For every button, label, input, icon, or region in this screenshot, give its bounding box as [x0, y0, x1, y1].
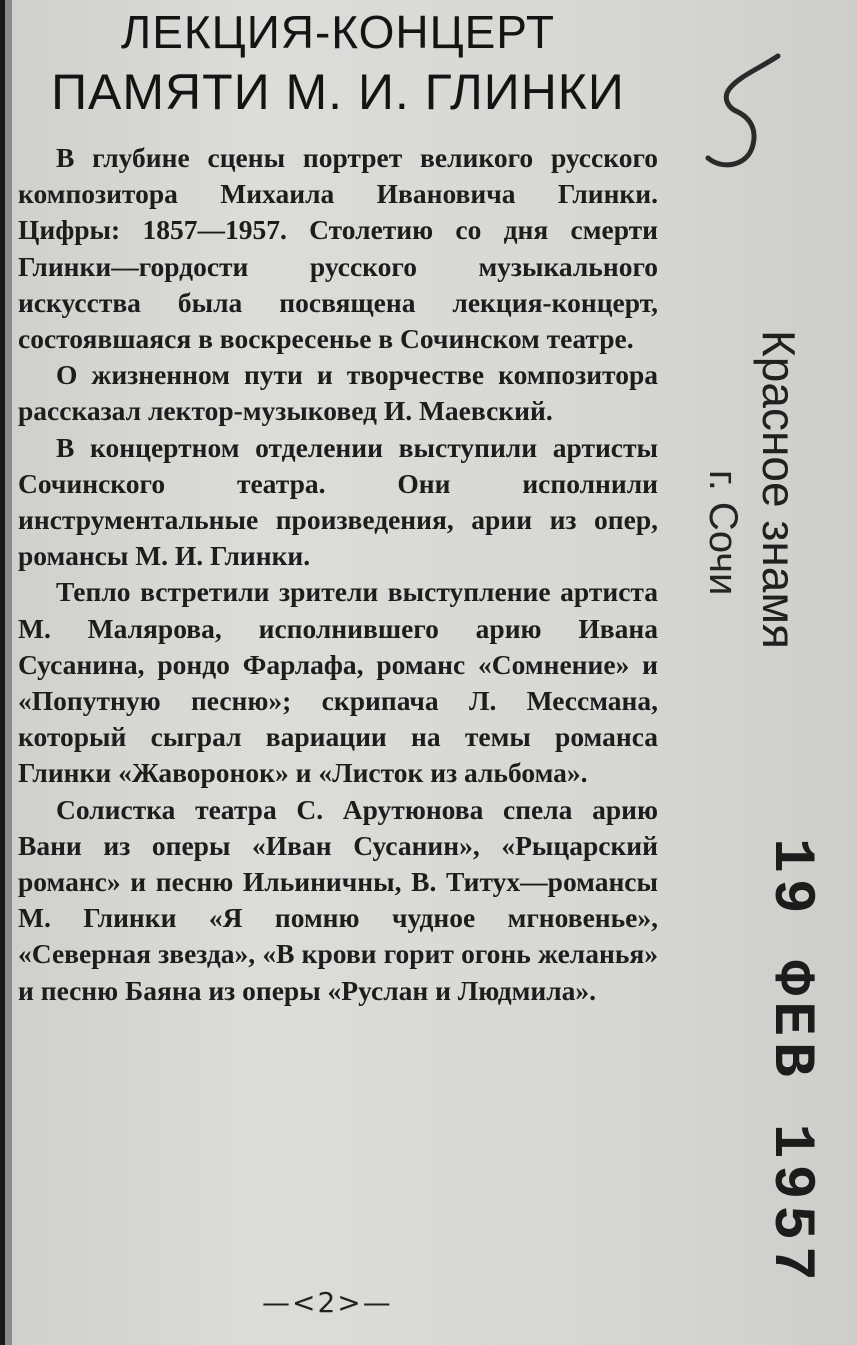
handwritten-number-mark: [700, 48, 790, 178]
end-ornament: —<2>—: [262, 1286, 393, 1319]
paragraph-5: Солистка театра С. Арутюнова спела арию Вани из оперы «Иван Сусанин», «Рыцарский романс» и песню Ильиничны, В. Титух—романсы М. Глинки «Я помню чудное мгновенье», «Северная звезда», «В крови горит огонь желанья» и песню Баяна из оперы «Руслан и Людмила».: [18, 793, 658, 1006]
article-body: [18, 140, 658, 1009]
paragraph-1: В глубине сцены портрет великого русского композитора Михаила Ивановича Глинки. Цифры: 1857—1957. Столетию со дня смерти Глинки—гордости русского музыкального искусства была посвящена лекция-концерт, состоявшаяся в воскресенье в Сочинском театре.: [18, 142, 658, 355]
page-edge: [0, 0, 12, 1345]
headline-line-1: ЛЕКЦИЯ-КОНЦЕРТ: [121, 6, 555, 58]
newspaper-source-label: Красное знамя: [753, 330, 805, 649]
article-column: [18, 0, 658, 1009]
article-headline: [18, 0, 658, 124]
city-label: г. Сочи: [701, 470, 745, 596]
headline-line-2: ПАМЯТИ М. И. ГЛИНКИ: [51, 64, 625, 120]
paragraph-2: О жизненном пути и творчестве композитора рассказал лектор-музыковед И. Маевский.: [18, 359, 658, 427]
paragraph-3: В концертном отделении выступили артисты Сочинского театра. Они исполнили инструментальные произведения, арии из опер, романсы М. И. Глинки.: [18, 431, 658, 572]
paragraph-4: Тепло встретили зрители выступление артиста М. Малярова, исполнившего арию Ивана Сусанина, рондо Фарлафа, романс «Сомнение» и «Попутную песню»; скрипача Л. Мессмана, который сыграл вариации на темы романса Глинки «Жаворонок» и «Листок из альбома».: [18, 576, 658, 789]
date-stamp: 19 ФЕВ 1957: [758, 838, 823, 1287]
